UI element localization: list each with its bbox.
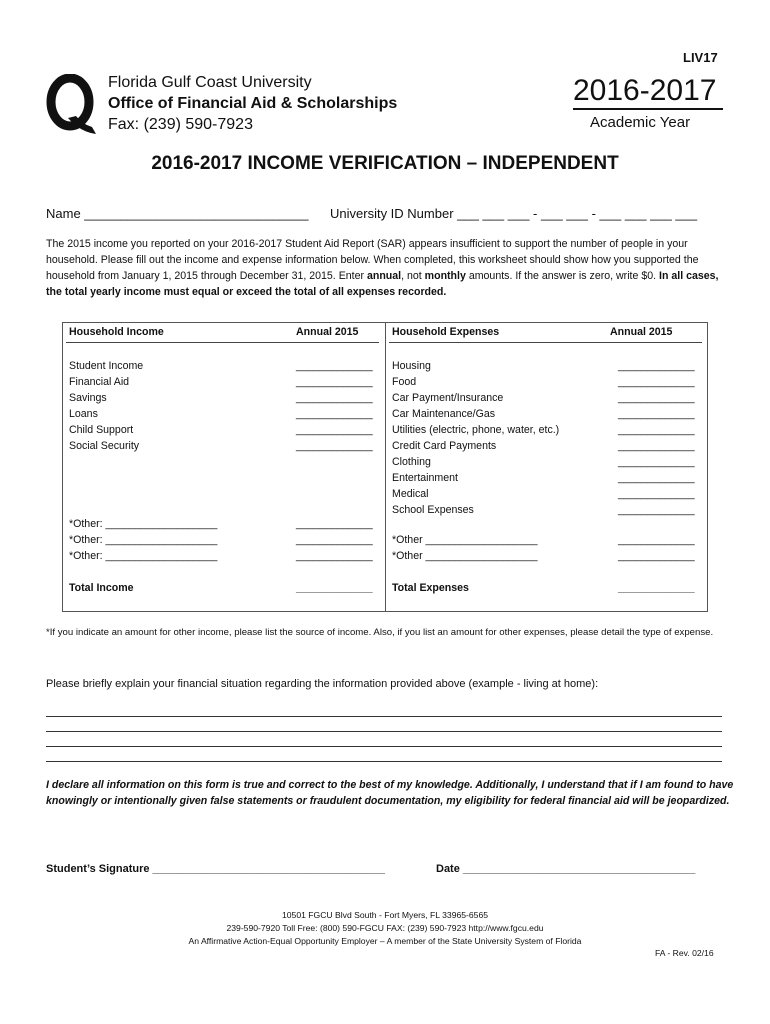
explanation-line[interactable] — [46, 716, 722, 717]
expense-amount-field[interactable]: _____________ — [618, 408, 695, 420]
form-code: LIV17 — [683, 50, 718, 65]
income-annual-heading: Annual 2015 — [296, 326, 359, 338]
income-amount-field[interactable]: _____________ — [296, 360, 373, 372]
income-item: Loans — [69, 408, 98, 420]
instructions-monthly: monthly — [424, 270, 466, 282]
other-items-note: *If you indicate an amount for other income, please list the source of income. Also, if you list an amount for other expenses, please detail the type of expense. — [46, 627, 714, 638]
expense-item: Housing — [392, 360, 431, 372]
footer-phones: 239-590-7920 Toll Free: (800) 590-FGCU FAX: (239) 590-7923 http://www.fgcu.edu — [226, 923, 544, 933]
total-expenses-label: Total Expenses — [392, 582, 469, 594]
income-amount-field[interactable]: _____________ — [296, 408, 373, 420]
expense-amount-field[interactable]: _____________ — [618, 424, 695, 436]
income-amount-field[interactable]: _____________ — [296, 550, 373, 562]
expense-item: Clothing — [392, 456, 431, 468]
expense-amount-field[interactable]: _____________ — [618, 376, 695, 388]
expense-other-field[interactable]: *Other ___________________ — [392, 534, 538, 546]
footer-eeo: An Affirmative Action-Equal Opportunity Employer – A member of the State University System of Florida — [188, 936, 582, 946]
instructions — [46, 236, 726, 300]
total-expenses-field[interactable]: _____________ — [618, 582, 695, 594]
expense-amount-field[interactable]: _____________ — [618, 550, 695, 562]
expense-amount-field[interactable]: _____________ — [618, 440, 695, 452]
footer-address: 10501 FGCU Blvd South - Fort Myers, FL 33965-6565 — [281, 910, 489, 920]
expense-amount-field[interactable]: _____________ — [618, 456, 695, 468]
expense-amount-field[interactable]: _____________ — [618, 488, 695, 500]
expense-amount-field[interactable]: _____________ — [618, 472, 695, 484]
instructions-part3: amounts. If the answer is zero, write $0. — [465, 270, 659, 282]
total-income-label: Total Income — [69, 582, 134, 594]
signature-field[interactable]: Student’s Signature ______________________________________ — [46, 863, 386, 875]
expense-item: Food — [392, 376, 417, 388]
income-item: Savings — [69, 392, 107, 404]
instructions-part2: , not — [401, 270, 425, 282]
expense-item: School Expenses — [392, 504, 474, 516]
instructions-annual: annual — [366, 270, 402, 282]
explanation-line[interactable] — [46, 761, 722, 762]
income-heading: Household Income — [69, 326, 164, 338]
income-item: Student Income — [69, 360, 144, 372]
office-fax: Fax: (239) 590-7923 — [108, 116, 253, 133]
expense-heading: Household Expenses — [392, 326, 500, 338]
income-amount-field[interactable]: _____________ — [296, 518, 373, 530]
expense-amount-field[interactable]: _____________ — [618, 534, 695, 546]
date-field[interactable]: Date ______________________________________ — [436, 863, 696, 875]
table-divider — [385, 322, 386, 611]
expense-item: Car Payment/Insurance — [392, 392, 504, 404]
income-other-field[interactable]: *Other: ___________________ — [69, 534, 218, 546]
university-name: Florida Gulf Coast University — [108, 74, 312, 91]
income-item: Financial Aid — [69, 376, 130, 388]
page-title: 2016-2017 INCOME VERIFICATION – INDEPENDENT — [151, 153, 619, 174]
expense-item: Utilities (electric, phone, water, etc.) — [392, 424, 560, 436]
income-header-rule — [66, 342, 379, 343]
year-underline — [573, 108, 723, 110]
name-field[interactable]: Name _______________________________ — [46, 206, 309, 221]
explanation-prompt: Please briefly explain your financial situation regarding the information provided above (example - living at home): — [46, 678, 599, 690]
instructions-part1: The 2015 income you reported on your 2016-2017 Student Aid Report (SAR) appears insufficient to support the number of people in your household. Please fill out the income and expense information below. When completed, this worksheet should show how you supported the household from January 1, 2015 through December 31, 2015. Enter — [46, 238, 699, 282]
form-revision: FA - Rev. 02/16 — [655, 948, 714, 958]
expense-header-rule — [389, 342, 702, 343]
income-other-field[interactable]: *Other: ___________________ — [69, 518, 218, 530]
academic-year-label: Academic Year — [590, 114, 691, 131]
income-amount-field[interactable]: _____________ — [296, 392, 373, 404]
award-year: 2016-2017 — [573, 74, 717, 107]
total-income-field[interactable]: _____________ — [296, 582, 373, 594]
expense-annual-heading: Annual 2015 — [610, 326, 673, 338]
expense-item: Credit Card Payments — [392, 440, 497, 452]
expense-amount-field[interactable]: _____________ — [618, 392, 695, 404]
expense-item: Car Maintenance/Gas — [392, 408, 496, 420]
explanation-line[interactable] — [46, 746, 722, 747]
expense-item: Entertainment — [392, 472, 458, 484]
income-amount-field[interactable]: _____________ — [296, 534, 373, 546]
instructions-bold: In all cases, the total yearly income must equal or exceed the total of all expenses recorded. — [46, 270, 719, 298]
fgcu-logo-icon — [46, 74, 98, 136]
income-other-field[interactable]: *Other: ___________________ — [69, 550, 218, 562]
expense-amount-field[interactable]: _____________ — [618, 360, 695, 372]
income-amount-field[interactable]: _____________ — [296, 440, 373, 452]
declaration: I declare all information on this form is true and correct to the best of my knowledge. Additionally, I understand that if I am found to have knowingly or intentionally given false statements or fraudulent documentation, my eligibility for federal financial aid will be jeopardized. — [46, 779, 734, 807]
expense-other-field[interactable]: *Other ___________________ — [392, 550, 538, 562]
expense-amount-field[interactable]: _____________ — [618, 504, 695, 516]
income-item: Social Security — [69, 440, 140, 452]
income-amount-field[interactable]: _____________ — [296, 376, 373, 388]
office-name: Office of Financial Aid & Scholarships — [108, 95, 398, 112]
explanation-line[interactable] — [46, 731, 722, 732]
income-item: Child Support — [69, 424, 134, 436]
university-id-field[interactable]: University ID Number ___ ___ ___ - ___ ___ - ___ ___ ___ ___ — [330, 206, 698, 221]
expense-item: Medical — [392, 488, 429, 500]
income-amount-field[interactable]: _____________ — [296, 424, 373, 436]
